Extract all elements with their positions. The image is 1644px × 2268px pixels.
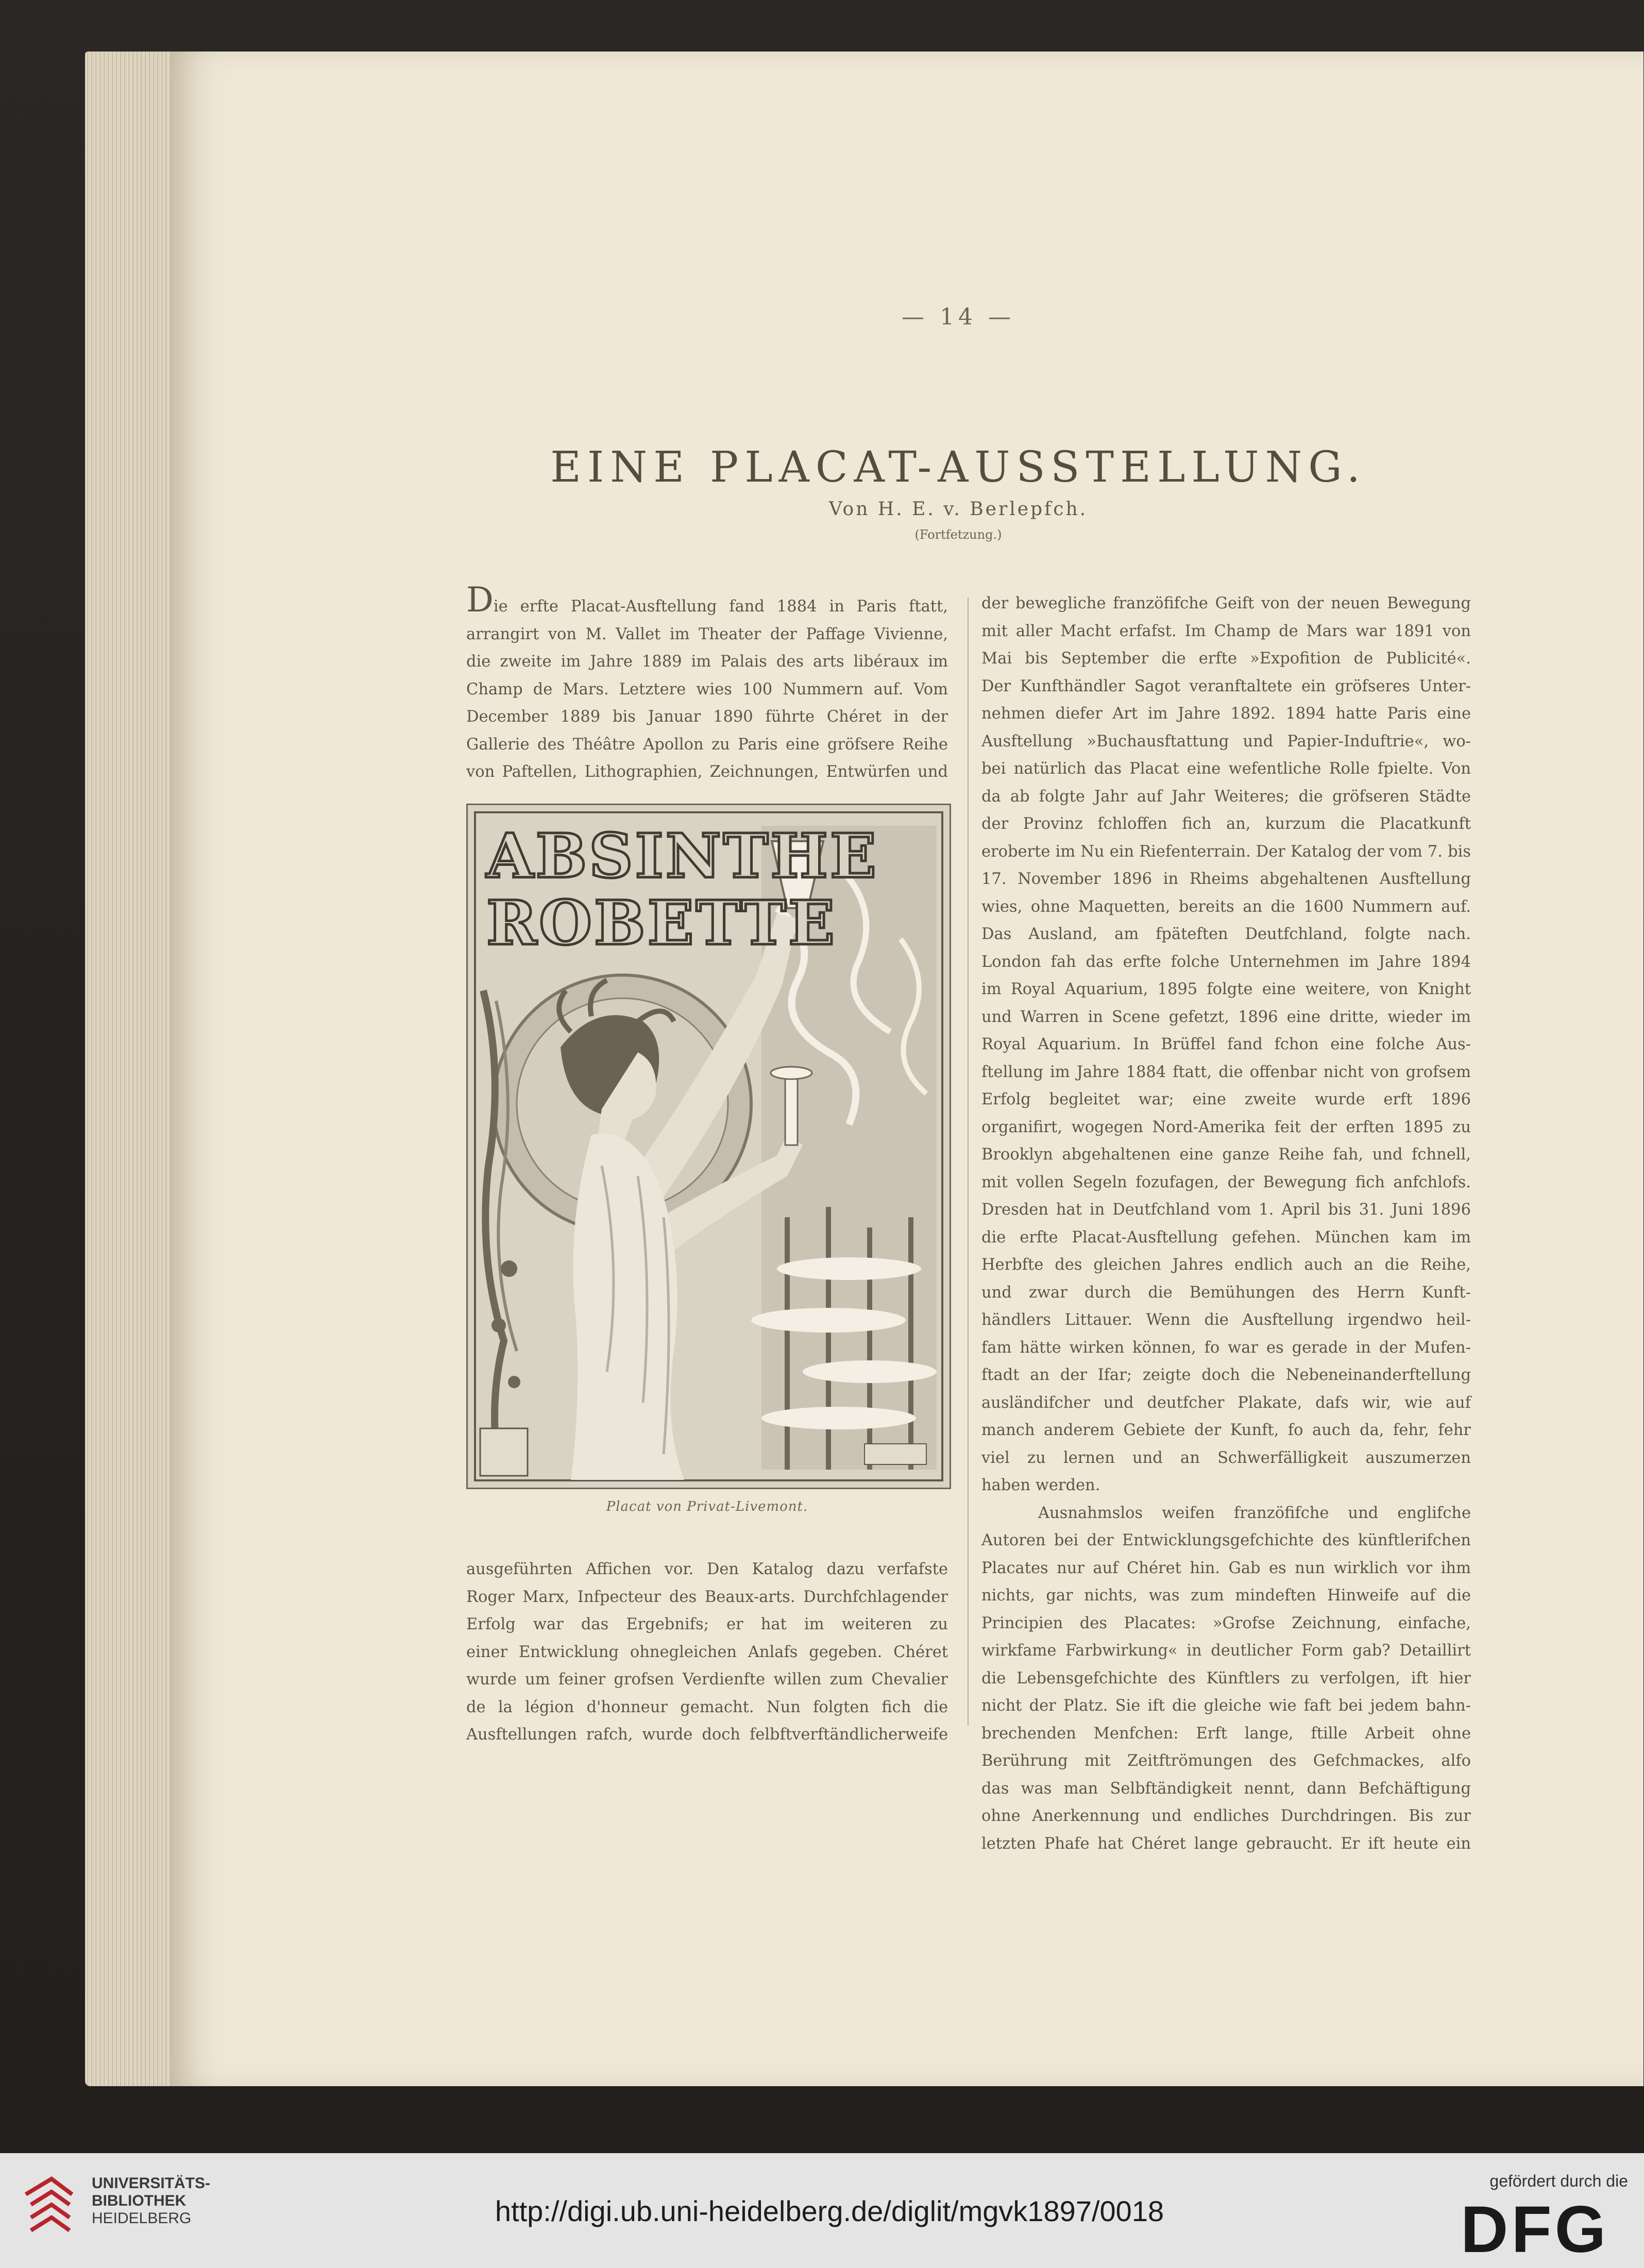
text-line: fam hätte wirken können, fo war es gerade in der Mufen-	[981, 1338, 1471, 1357]
text-line: nicht der Platz. Sie ift die gleiche wie faft bei jedem bahn-	[981, 1697, 1471, 1715]
text-line: Mai bis September die erfte »Expofition de Publicité«.	[981, 650, 1471, 668]
text-line: Principien des Placates: »Grofse Zeichnung, einfache,	[981, 1614, 1471, 1632]
text-line: Dresden hat in Deutfchland vom 1. April bis 31. Juni 1896	[981, 1201, 1471, 1219]
text-line: wirkfame Farbwirkung« in deutlicher Form gab? Detaillirt	[981, 1642, 1471, 1660]
text-line: Der Kunfthändler Sagot veranftaltete ein gröfseres Unter-	[981, 677, 1471, 695]
text-line: einer Entwicklung ohnegleichen Anlafs gegeben. Chéret	[466, 1643, 948, 1661]
text-line: haben werden.	[981, 1476, 1100, 1494]
institution-line3: HEIDELBERG	[92, 2210, 192, 2227]
text-line: der bewegliche franzöfifche Geift von der neuen Bewegung	[981, 594, 1471, 612]
permalink-url[interactable]: http://digi.ub.uni-heidelberg.de/diglit/mgvk1897/0018	[495, 2195, 1164, 2227]
text-line: von Paftellen, Lithographien, Zeichnungen, Entwürfen und	[466, 763, 948, 781]
institution-line2: BIBLIOTHEK	[92, 2192, 187, 2209]
text-line: eroberte im Nu ein Riefenterrain. Der Katalog der vom 7. bis	[981, 842, 1471, 861]
text-line: Roger Marx, Infpecteur des Beaux-arts. Durchfchlagender	[466, 1588, 948, 1606]
text-line: Champ de Mars. Letztere wies 100 Nummern auf. Vom	[466, 680, 948, 698]
text-line: 17. November 1896 in Rheims abgehaltenen Ausftellung	[981, 870, 1471, 888]
continuation-note: (Fortfetzung.)	[914, 527, 1002, 542]
text-line: ftadt an der Ifar; zeigte doch die Nebeneinanderftellung	[981, 1366, 1471, 1384]
text-line: Ausftellungen rafch, wurde doch felbftverftändlicherweife	[466, 1726, 948, 1744]
text-line: bei natürlich das Placat eine wefentliche Rolle fpielte. Von	[981, 760, 1471, 778]
page-number: — 14 —	[902, 304, 1015, 330]
text-line: viel zu lernen und an Schwerfälligkeit auszumerzen	[981, 1448, 1471, 1467]
text-line: arrangirt von M. Vallet im Theater der Paffage Vivienne,	[466, 625, 948, 643]
institution-line1: UNIVERSITÄTS-	[92, 2175, 211, 2192]
text-line: December 1889 bis Januar 1890 führte Chéret in der	[466, 708, 948, 726]
text-line: händlers Littauer. Wenn die Ausftellung irgendwo heil-	[981, 1311, 1471, 1329]
text-line: Autoren bei der Entwicklungsgefchichte des künftlerifchen	[981, 1531, 1471, 1549]
text-line: Placates nur auf Chéret hin. Gab es nun wirklich vor ihm	[981, 1559, 1471, 1577]
text-line: der Provinz fchloffen fich an, kurzum die Placatkunft	[981, 815, 1471, 833]
left-column-top	[466, 580, 948, 786]
viewer-footer	[0, 2153, 1644, 2268]
funded-by-label: gefördert durch die	[1489, 2172, 1628, 2190]
text-line: und zwar durch die Bemühungen des Herrn Kunft-	[981, 1283, 1471, 1302]
text-line	[466, 580, 948, 621]
text-line: de la légion d'honneur gemacht. Nun folgten fich die	[466, 1698, 948, 1716]
text-line: Ausftellung »Buchausftattung und Papier-Induftrie«, wo-	[981, 732, 1471, 751]
column-divider	[968, 598, 969, 1726]
text-line: brechenden Menfchen: Erft lange, ftille Arbeit ohne	[981, 1724, 1471, 1743]
text-line: wies, ohne Maquetten, bereits an die 1600 Nummern auf.	[981, 897, 1471, 916]
text-line: Herbfte des gleichen Jahres endlich auch an die Reihe,	[981, 1256, 1471, 1274]
text-line: da ab folgte Jahr auf Jahr Weiteres; die gröfseren Städte	[981, 787, 1471, 806]
poster-title-line2: ROBETTE	[486, 887, 837, 959]
text-line: organifirt, wogegen Nord-Amerika feit der erften 1895 zu	[981, 1118, 1471, 1136]
text-line: die zweite im Jahre 1889 im Palais des arts libéraux im	[466, 653, 948, 671]
text-line: und Warren in Scene gefetzt, 1896 eine dritte, wieder im	[981, 1008, 1471, 1026]
text-line: London fah das erfte folche Unternehmen im Jahre 1894	[981, 952, 1471, 971]
text-line: Gallerie des Théâtre Apollon zu Paris eine gröfsere Reihe	[466, 735, 948, 754]
text-line: wurde um feiner grofsen Verdienfte willen zum Chevalier	[466, 1670, 948, 1689]
text-line: das was man Selbftändigkeit nennt, dann Befchäftigung	[981, 1779, 1471, 1798]
article-title: EINE PLACAT-AUSSTELLUNG.	[550, 443, 1366, 492]
text-line-rest: ie erfte Placat-Ausftellung fand 1884 in Paris ftatt,	[493, 598, 948, 616]
right-column	[981, 590, 1471, 1857]
drop-cap: D	[466, 580, 494, 620]
text-line: ohne Anerkennung und endliches Durchdringen. Bis zur	[981, 1807, 1471, 1825]
poster-title-line1: ABSINTHE	[486, 820, 878, 892]
left-column-bottom	[466, 1556, 948, 1749]
text-line: ausgeführten Affichen vor. Den Katalog dazu verfafste	[466, 1560, 948, 1578]
text-line: Erfolg war das Ergebnifs; er hat im weiteren zu	[466, 1615, 948, 1633]
dfg-logo-text: DFG	[1461, 2201, 1609, 2257]
text-line: mit aller Macht erfafst. Im Champ de Mars war 1891 von	[981, 622, 1471, 640]
text-line: mit vollen Segeln fozufagen, der Bewegung fich anfchlofs.	[981, 1173, 1471, 1191]
text-line: ausländifcher und deutfcher Plakate, dafs wir, wie auf	[981, 1393, 1471, 1412]
text-line: im Royal Aquarium, 1895 folgte eine weitere, von Knight	[981, 980, 1471, 998]
article-byline: Von H. E. v. Berlepfch.	[828, 499, 1088, 520]
university-library-logo	[21, 2174, 82, 2246]
text-line: manch anderem Gebiete der Kunft, fo auch da, fehr, fehr	[981, 1421, 1471, 1439]
text-line: die erfte Placat-Ausftellung gefehen. München kam im	[981, 1228, 1471, 1247]
text-line: Brooklyn abgehaltenen eine ganze Reihe fah, und fchnell,	[981, 1146, 1471, 1164]
text-line: nichts, gar nichts, was zum mindeften Hinweife auf die	[981, 1587, 1471, 1605]
poster-image	[468, 805, 950, 1488]
text-line: Ausnahmslos weifen franzöfifche und englifche	[1038, 1504, 1471, 1522]
institution-name	[92, 2175, 210, 2227]
dfg-logo	[1461, 2201, 1625, 2257]
text-line: Berührung mit Zeitftrömungen des Gefchmackes, alfo	[981, 1752, 1471, 1770]
text-line: letzten Phafe hat Chéret lange gebraucht. Er ift heute ein	[981, 1834, 1471, 1853]
text-line: die Lebensgefchichte des Künftlers zu verfolgen, ift hier	[981, 1669, 1471, 1687]
text-line: Erfolg begleitet war; eine zweite wurde erft 1896	[981, 1090, 1471, 1109]
poster-illustration	[466, 804, 951, 1489]
text-line: Das Ausland, am fpäteften Deutfchland, folgte nach.	[981, 925, 1471, 943]
text-line: nehmen diefer Art im Jahre 1892. 1894 hatte Paris eine	[981, 705, 1471, 723]
figure-caption: Placat von Privat-Livemont.	[606, 1499, 808, 1514]
text-line: ftellung im Jahre 1884 ftatt, die offenbar nicht von grofsem	[981, 1063, 1471, 1081]
text-line: Royal Aquarium. In Brüffel fand fchon eine folche Aus-	[981, 1035, 1471, 1053]
